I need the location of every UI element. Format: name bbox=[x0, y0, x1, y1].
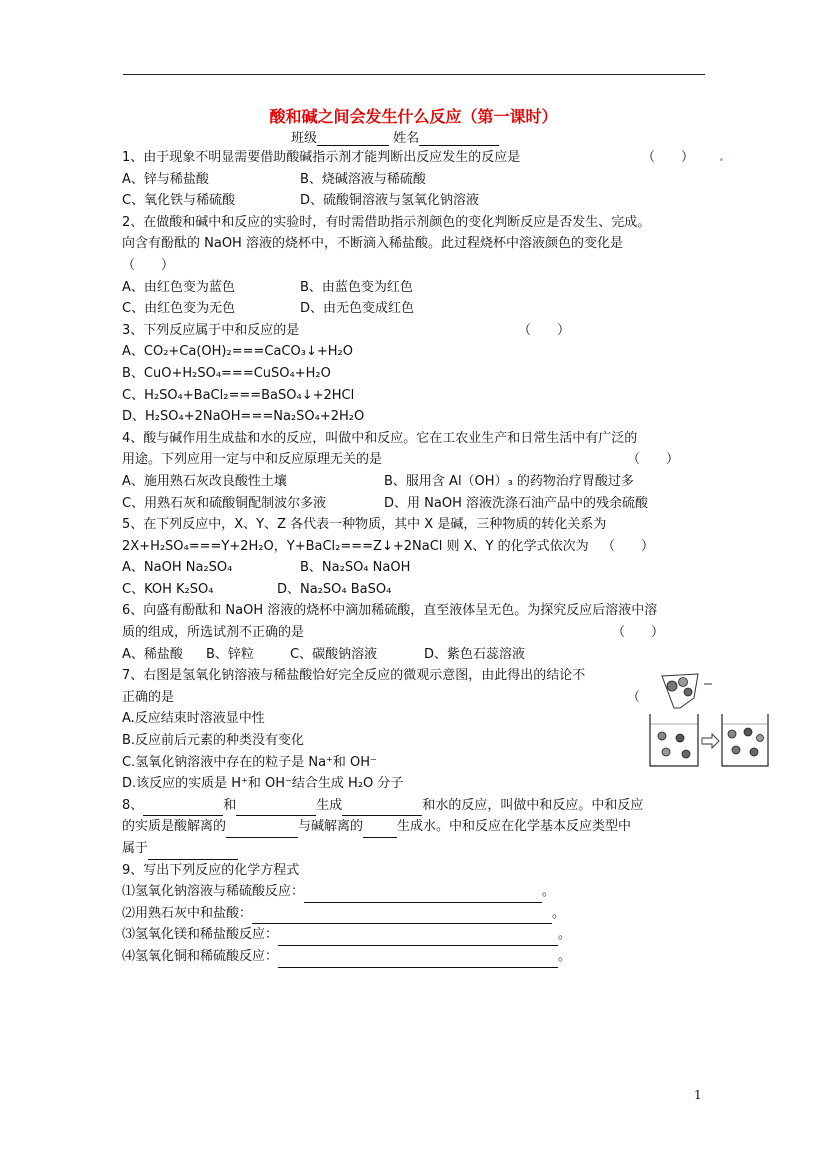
q3-option-b-line bbox=[122, 363, 707, 385]
q5-option-d[interactable]: D、Na₂SO₄ BaSO₄ bbox=[277, 581, 392, 597]
q2-bracket-line bbox=[122, 255, 707, 277]
q1-option-d[interactable]: D、硫酸铜溶液与氢氧化钠溶液 bbox=[300, 193, 480, 209]
q5-option-a[interactable]: A、NaOH Na₂SO₄ bbox=[122, 560, 233, 576]
neutralization-diagram bbox=[640, 668, 772, 768]
q9-item-2-end: 。 bbox=[552, 905, 566, 921]
q5-option-c[interactable]: C、KOH K₂SO₄ bbox=[122, 581, 214, 597]
q4-stem-line-2 bbox=[122, 449, 707, 471]
q6-stem-2: 质的组成，所选试剂不正确的是 bbox=[122, 625, 305, 641]
q6-option-d[interactable]: D、紫色石蕊溶液 bbox=[424, 646, 526, 662]
q7-answer-bracket[interactable]: （ bbox=[627, 689, 641, 705]
q4-answer-bracket[interactable]: （ ） bbox=[627, 452, 680, 468]
q3-option-d-line bbox=[122, 406, 707, 428]
q8-part-4: 和水的反应，叫做中和反应。中和反应 bbox=[422, 797, 644, 813]
q7-stem-line-2 bbox=[122, 687, 707, 709]
q5-stem-line-2 bbox=[122, 536, 707, 558]
q6-stem-1: 6、向盛有酚酞和 NaOH 溶液的烧杯中滴加稀硫酸，直至液体呈无色。为探究反应后溶液中溶 bbox=[122, 603, 658, 619]
q7-option-c-line bbox=[122, 752, 707, 774]
q9-item-4 bbox=[122, 946, 707, 968]
q3-option-a-line bbox=[122, 341, 707, 363]
name-label: 姓名 bbox=[393, 131, 420, 146]
beaker-before bbox=[650, 714, 698, 766]
q7-option-a-line bbox=[122, 708, 707, 730]
q7-option-d[interactable]: D.该反应的实质是 H⁺和 OH⁻结合生成 H₂O 分子 bbox=[122, 776, 404, 792]
page-number: 1 bbox=[694, 1088, 702, 1102]
q8-blank-1[interactable] bbox=[143, 802, 223, 816]
q8-part-3: 生成 bbox=[316, 797, 343, 813]
name-blank[interactable] bbox=[419, 132, 499, 146]
q3-option-a[interactable]: A、CO₂+Ca(OH)₂===CaCO₃↓+H₂O bbox=[122, 344, 353, 360]
q6-answer-bracket[interactable]: （ ） bbox=[612, 625, 665, 641]
q6-option-b[interactable]: B、锌粒 bbox=[206, 646, 254, 662]
name-class-line bbox=[291, 127, 499, 146]
class-blank[interactable] bbox=[317, 132, 389, 146]
class-label: 班级 bbox=[291, 131, 318, 146]
q5-stem-1: 5、在下列反应中，X、Y、Z 各代表一种物质，其中 X 是碱，三种物质的转化关系为 bbox=[122, 517, 607, 533]
q3-option-b[interactable]: B、CuO+H₂SO₄===CuSO₄+H₂O bbox=[122, 365, 331, 381]
q8-part-6: 与碱解离的 bbox=[298, 819, 364, 835]
q4-options-cd bbox=[122, 493, 707, 515]
q9-answer-blank-4[interactable] bbox=[278, 954, 558, 968]
q4-stem-2: 用途。下列应用一定与中和反应原理无关的是 bbox=[122, 452, 383, 468]
q9-item-2-label: ⑵用熟石灰中和盐酸： bbox=[122, 905, 253, 921]
speck-mark bbox=[720, 158, 723, 161]
dropper-funnel bbox=[662, 674, 712, 708]
q3-stem-line bbox=[122, 320, 707, 342]
q2-stem-1: 2、在做酸和碱中和反应的实验时，有时需借助指示剂颜色的变化判断反应是否发生、完成。 bbox=[122, 214, 651, 230]
q8-line-1 bbox=[122, 795, 707, 817]
q9-item-3 bbox=[122, 924, 707, 946]
q4-stem-1: 4、酸与碱作用生成盐和水的反应，叫做中和反应。它在工农业生产和日常生活中有广泛的 bbox=[122, 430, 638, 446]
q1-option-b[interactable]: B、烧碱溶液与稀硫酸 bbox=[300, 171, 426, 187]
q7-option-b[interactable]: B.反应前后元素的种类没有变化 bbox=[122, 733, 305, 749]
q8-part-7: 生成水。中和反应在化学基本反应类型中 bbox=[397, 819, 632, 835]
q2-option-c[interactable]: C、由红色变为无色 bbox=[122, 301, 236, 317]
q6-option-c[interactable]: C、碳酸钠溶液 bbox=[290, 646, 378, 662]
q8-blank-3[interactable] bbox=[342, 802, 422, 816]
q5-options-cd bbox=[122, 579, 707, 601]
q3-answer-bracket[interactable]: （ ） bbox=[518, 322, 571, 338]
q2-stem-2: 向含有酚酞的 NaOH 溶液的烧杯中，不断滴入稀盐酸。此过程烧杯中溶液颜色的变化是 bbox=[122, 236, 623, 252]
q9-item-3-end: 。 bbox=[558, 927, 572, 943]
worksheet-title: 酸和碱之间会发生什么反应（第一课时） bbox=[269, 107, 558, 126]
q4-option-b[interactable]: B、服用含 Al（OH）₃ 的药物治疗胃酸过多 bbox=[384, 473, 634, 489]
q9-item-1-end: 。 bbox=[542, 884, 556, 900]
beaker-after bbox=[722, 714, 768, 766]
q6-stem-line-1 bbox=[122, 600, 707, 622]
q9-answer-blank-3[interactable] bbox=[278, 932, 558, 946]
q8-part-8: 属于 bbox=[122, 841, 149, 856]
q5-option-b[interactable]: B、Na₂SO₄ NaOH bbox=[300, 560, 411, 576]
q4-options-ab bbox=[122, 471, 707, 493]
q1-stem: 1、由于现象不明显需要借助酸碱指示剂才能判断出反应发生的反应是 bbox=[122, 150, 521, 165]
q9-item-1-label: ⑴氢氧化钠溶液与稀硫酸反应： bbox=[122, 884, 305, 900]
q3-option-c[interactable]: C、H₂SO₄+BaCl₂===BaSO₄↓+2HCl bbox=[122, 387, 355, 403]
q8-blank-4[interactable] bbox=[226, 824, 298, 838]
q7-option-c[interactable]: C.氢氧化钠溶液中存在的粒子是 Na⁺和 OH⁻ bbox=[122, 754, 377, 770]
header-rule bbox=[123, 74, 705, 75]
reaction-arrow bbox=[702, 734, 719, 748]
q5-answer-bracket[interactable]: （ ） bbox=[602, 538, 655, 554]
question-list bbox=[122, 147, 707, 968]
q7-option-d-line bbox=[122, 773, 707, 795]
q8-line-2 bbox=[122, 816, 707, 838]
q9-item-1 bbox=[122, 881, 707, 903]
q9-item-2 bbox=[122, 903, 707, 925]
q9-item-4-label: ⑷氢氧化铜和稀硫酸反应： bbox=[122, 948, 279, 964]
q2-options-ab bbox=[122, 277, 707, 299]
q2-options-cd bbox=[122, 298, 707, 320]
q4-option-c[interactable]: C、用熟石灰和硫酸铜配制波尔多液 bbox=[122, 495, 327, 511]
q4-option-a[interactable]: A、施用熟石灰改良酸性土壤 bbox=[122, 473, 287, 489]
q1-option-a[interactable]: A、锌与稀盐酸 bbox=[122, 171, 209, 187]
q8-blank-6[interactable] bbox=[148, 846, 238, 860]
q2-answer-bracket[interactable]: （ ） bbox=[122, 257, 175, 273]
q6-option-a[interactable]: A、稀盐酸 bbox=[122, 646, 183, 662]
q4-stem-line-1 bbox=[122, 428, 707, 450]
q1-answer-bracket[interactable]: （ ） bbox=[642, 150, 695, 165]
q7-option-a[interactable]: A.反应结束时溶液显中性 bbox=[122, 711, 265, 727]
q9-item-4-end: 。 bbox=[558, 948, 572, 964]
q7-stem-1: 7、右图是氢氧化钠溶液与稀盐酸恰好完全反应的微观示意图，由此得出的结论不 bbox=[122, 668, 586, 684]
q8-part-1: 8、 bbox=[122, 797, 144, 813]
q7-stem-2: 正确的是 bbox=[122, 689, 175, 705]
q2-option-a[interactable]: A、由红色变为蓝色 bbox=[122, 279, 235, 295]
q9-answer-blank-2[interactable] bbox=[252, 910, 552, 924]
q8-line-3 bbox=[122, 838, 707, 860]
q8-blank-2[interactable] bbox=[236, 802, 316, 816]
q8-part-2: 和 bbox=[223, 797, 237, 813]
q9-item-3-label: ⑶氢氧化镁和稀盐酸反应： bbox=[122, 927, 279, 943]
q5-stem-line-1 bbox=[122, 514, 707, 536]
q1-stem-line bbox=[122, 147, 707, 169]
q6-options bbox=[122, 644, 707, 666]
q8-blank-5[interactable] bbox=[363, 824, 397, 838]
q2-option-b[interactable]: B、由蓝色变为红色 bbox=[300, 279, 413, 295]
q5-stem-2: 2X+H₂SO₄===Y+2H₂O，Y+BaCl₂===Z↓+2NaCl 则 X、Y 的化学式依次为 bbox=[122, 538, 589, 554]
q1-options-cd bbox=[122, 190, 707, 212]
q3-option-d[interactable]: D、H₂SO₄+2NaOH===Na₂SO₄+2H₂O bbox=[122, 409, 365, 425]
q4-option-d[interactable]: D、用 NaOH 溶液洗涤石油产品中的残余硫酸 bbox=[384, 495, 648, 511]
q1-option-c[interactable]: C、氧化铁与稀硫酸 bbox=[122, 193, 236, 209]
q6-stem-line-2 bbox=[122, 622, 707, 644]
q3-stem: 3、下列反应属于中和反应的是 bbox=[122, 322, 300, 338]
q9-stem-line bbox=[122, 860, 707, 882]
q5-options-ab bbox=[122, 557, 707, 579]
q7-option-b-line bbox=[122, 730, 707, 752]
q2-stem-line-2 bbox=[122, 233, 707, 255]
q1-options-ab bbox=[122, 169, 707, 191]
q8-part-5: 的实质是酸解离的 bbox=[122, 819, 227, 835]
q3-option-c-line bbox=[122, 385, 707, 407]
q9-stem: 9、写出下列反应的化学方程式 bbox=[122, 862, 300, 878]
q2-stem-line-1 bbox=[122, 212, 707, 234]
q2-option-d[interactable]: D、由无色变成红色 bbox=[300, 301, 415, 317]
q9-answer-blank-1[interactable] bbox=[304, 889, 542, 903]
q7-stem-line-1 bbox=[122, 665, 707, 687]
